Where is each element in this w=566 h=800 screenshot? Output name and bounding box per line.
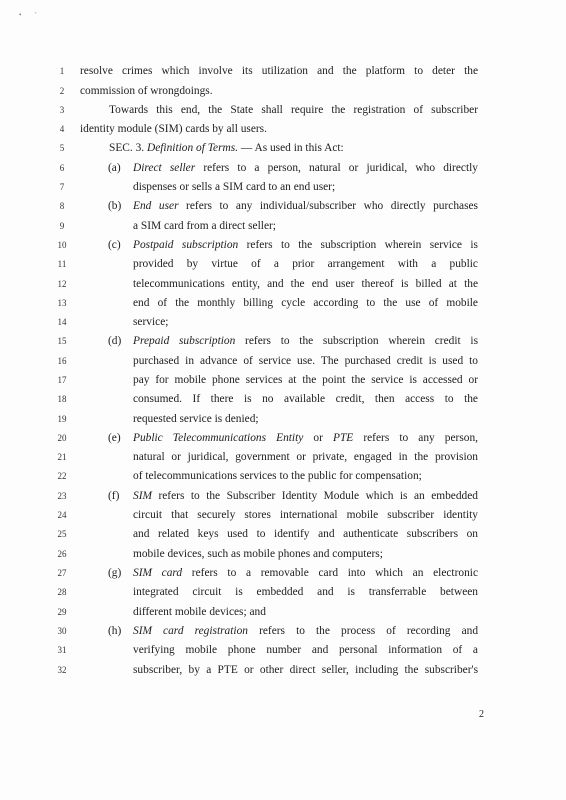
line-number: 22: [57, 471, 67, 481]
text-line: [0, 312, 566, 332]
line-text: commission of wrongdoings.: [80, 85, 213, 97]
text-line: [0, 544, 566, 564]
line-number: 10: [57, 240, 67, 250]
text-line: [0, 351, 566, 371]
line-text: service;: [133, 316, 169, 328]
definition-line: [0, 331, 566, 351]
line-number: 4: [59, 124, 65, 134]
item-label: (b): [108, 200, 122, 212]
defined-term: End user: [133, 200, 179, 212]
line-number: 29: [57, 607, 67, 617]
text-line: [0, 293, 566, 313]
line-text: dispenses or sells a SIM card to an end user;: [133, 181, 336, 193]
definition-line: [0, 428, 566, 448]
text-line: [0, 61, 566, 81]
defined-term: Public Telecommunications Entity: [133, 432, 304, 444]
line-text: a SIM card from a direct seller;: [133, 220, 276, 232]
section-intro: — As used in this Act:: [238, 142, 344, 154]
text-line: [0, 640, 566, 660]
line-text: consumed. If there is no available credit, then access to the: [133, 393, 478, 405]
definition-line: [0, 235, 566, 255]
text-line: [0, 409, 566, 429]
line-text: [109, 138, 344, 158]
line-number: 5: [59, 143, 65, 153]
text-line: [0, 81, 566, 101]
line-number: 32: [57, 665, 67, 675]
line-number: 3: [59, 105, 65, 115]
line-text: End user refers to any individual/subscriber who directly purchases: [133, 200, 478, 212]
definition-line: [0, 563, 566, 583]
line-text: and related keys used to identify and authenticate subscribers on: [133, 528, 478, 540]
line-text: telecommunications entity, and the end user thereof is billed at the: [133, 278, 478, 290]
line-text: SIM refers to the Subscriber Identity Module which is an embedded: [133, 490, 478, 502]
definition-line: [0, 158, 566, 178]
line-number: 2: [59, 86, 65, 96]
defined-term: SIM: [133, 490, 152, 502]
line-number: 27: [57, 568, 67, 578]
line-number: 28: [57, 587, 67, 597]
line-text: integrated circuit is embedded and is transferrable between: [133, 586, 478, 598]
line-number: 6: [59, 163, 65, 173]
line-text: identity module (SIM) cards by all users.: [80, 123, 267, 135]
line-text: end of the monthly billing cycle according to the use of mobile: [133, 297, 478, 309]
line-text: Public Telecommunications Entity or PTE refers to any person,: [133, 432, 479, 444]
line-number: 20: [57, 433, 67, 443]
text-line: [0, 602, 566, 622]
line-text: Towards this end, the State shall require the registration of subscriber: [109, 104, 478, 116]
line-number: 7: [59, 182, 65, 192]
text-line: [0, 254, 566, 274]
line-text: subscriber, by a PTE or other direct seller, including the subscriber's: [133, 664, 478, 676]
text-line: [0, 524, 566, 544]
line-text: SIM card registration refers to the process of recording and: [133, 625, 479, 637]
line-text: provided by virtue of a prior arrangement with a public: [133, 258, 478, 270]
line-number: 15: [57, 336, 67, 346]
section-heading-line: [0, 138, 566, 158]
line-text: requested service is denied;: [133, 413, 259, 425]
definition-line: [0, 486, 566, 506]
line-number: 30: [57, 626, 67, 636]
text-line: [0, 660, 566, 680]
line-number: 17: [57, 375, 67, 385]
line-number: 11: [57, 259, 67, 269]
item-label: (h): [108, 625, 122, 637]
item-label: (d): [108, 335, 122, 347]
defined-term: Prepaid subscription: [133, 335, 236, 347]
item-label: (e): [108, 432, 121, 444]
text-line: [0, 447, 566, 467]
defined-term: SIM card: [133, 567, 183, 579]
line-text: Prepaid subscription refers to the subscription wherein credit is: [133, 335, 478, 347]
line-number: 26: [57, 549, 67, 559]
line-number: 31: [57, 645, 67, 655]
line-text: Postpaid subscription refers to the subscription wherein service is: [133, 239, 478, 251]
line-text: of telecommunications services to the public for compensation;: [133, 470, 422, 482]
text-line: [0, 582, 566, 602]
text-line: [0, 216, 566, 236]
line-number: 1: [59, 66, 65, 76]
line-number: 14: [57, 317, 67, 327]
text-line: [0, 100, 566, 120]
line-number: 23: [57, 491, 67, 501]
defined-term: Postpaid subscription: [133, 239, 239, 251]
line-text: pay for mobile phone services at the point the service is accessed or: [133, 374, 478, 386]
scan-specks: • ': [19, 11, 43, 19]
text-line: [0, 505, 566, 525]
text-line: [0, 389, 566, 409]
line-number: 16: [57, 356, 67, 366]
defined-term: Direct seller: [133, 162, 196, 174]
item-label: (a): [108, 162, 121, 174]
line-number: 8: [59, 201, 65, 211]
section-title: Definition of Terms.: [146, 142, 239, 154]
section-label: SEC. 3.: [109, 142, 147, 154]
line-text: mobile devices, such as mobile phones and computers;: [133, 548, 383, 560]
line-number: 24: [57, 510, 67, 520]
line-number: 13: [57, 298, 67, 308]
definition-line: [0, 621, 566, 641]
line-text: circuit that securely stores international mobile subscriber identity: [133, 509, 478, 521]
line-number: 19: [57, 414, 67, 424]
line-text: SIM card refers to a removable card into which an electronic: [133, 567, 478, 579]
text-line: [0, 119, 566, 139]
defined-term-abbrev: PTE: [332, 432, 354, 444]
page-number: 2: [479, 709, 484, 720]
line-text: different mobile devices; and: [133, 606, 266, 618]
text-line: [0, 370, 566, 390]
line-text: purchased in advance of service use. The purchased credit is used to: [133, 355, 478, 367]
line-text: verifying mobile phone number and personal information of a: [133, 644, 478, 656]
line-text: Direct seller refers to a person, natural or juridical, who directly: [133, 162, 478, 174]
line-number: 12: [57, 279, 67, 289]
line-number: 18: [57, 394, 67, 404]
item-label: (c): [108, 239, 121, 251]
line-number: 25: [57, 529, 67, 539]
item-label: (g): [108, 567, 122, 579]
defined-term: SIM card registration: [133, 625, 248, 637]
item-label: (f): [108, 490, 120, 502]
text-line: [0, 177, 566, 197]
line-number: 21: [57, 452, 67, 462]
text-line: [0, 274, 566, 294]
line-text: natural or juridical, government or private, engaged in the provision: [133, 451, 478, 463]
text-line: [0, 466, 566, 486]
line-number: 9: [59, 221, 65, 231]
definition-line: [0, 196, 566, 216]
line-text: resolve crimes which involve its utilization and the platform to deter the: [80, 65, 478, 77]
